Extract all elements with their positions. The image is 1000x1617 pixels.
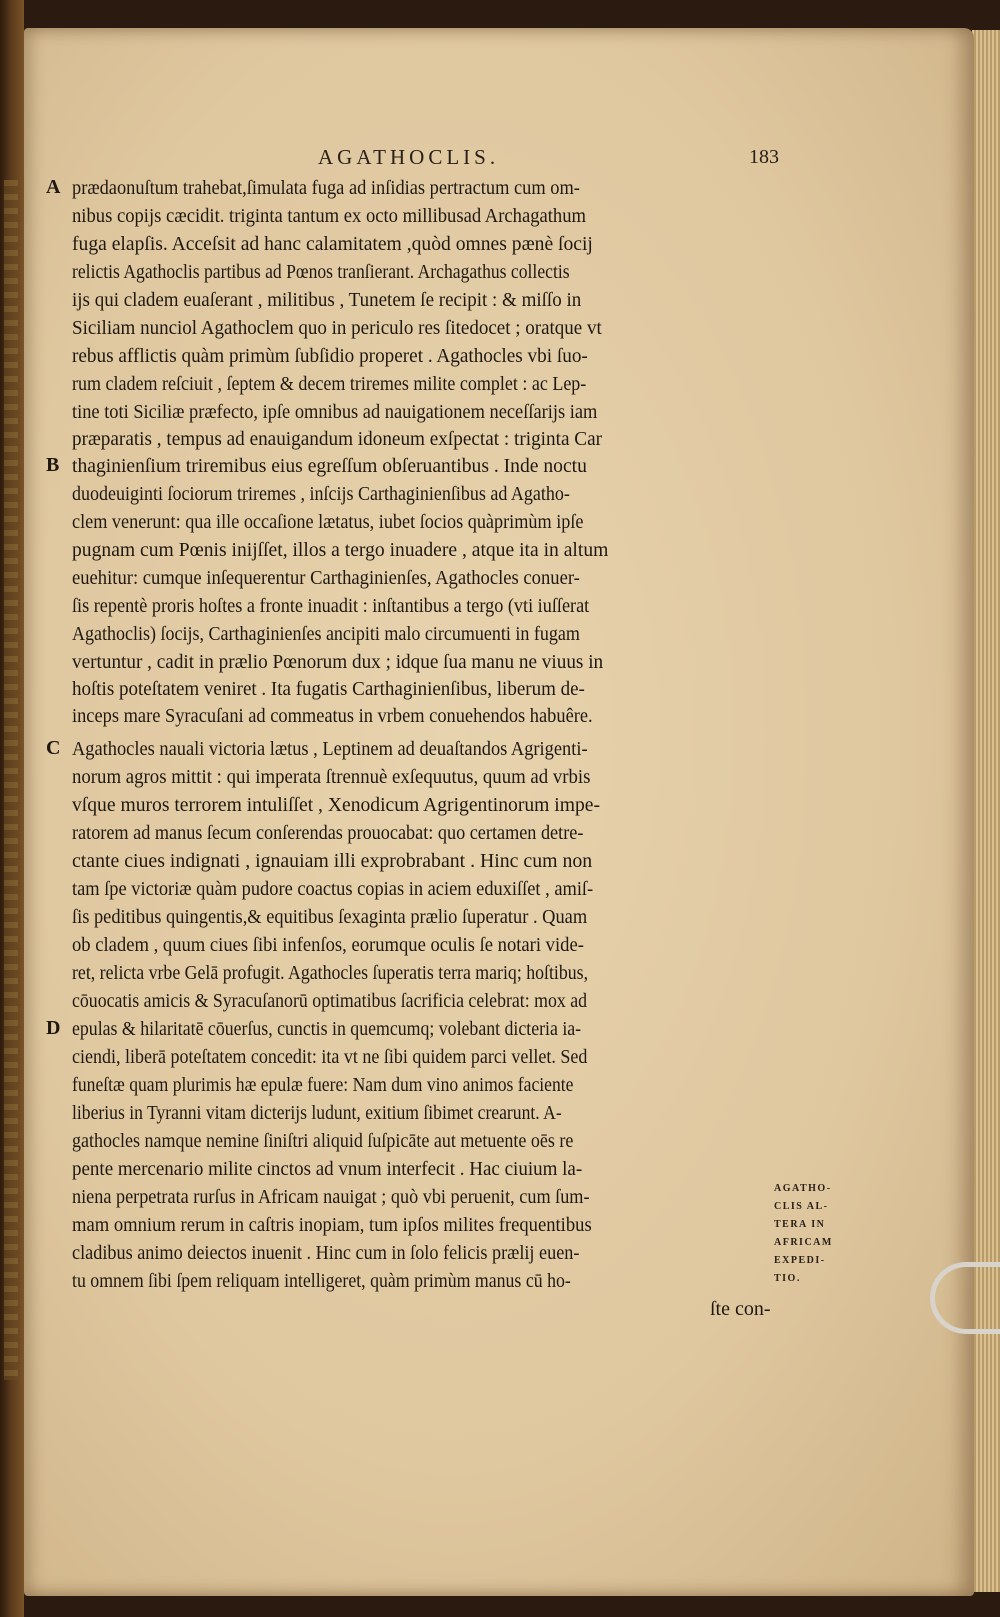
right-page-edges bbox=[972, 30, 1000, 1592]
marginal-note-line: TIO. bbox=[774, 1273, 801, 1284]
text-line: liberius in Tyranni vitam dicterijs ludunt, exitium ſibimet crearunt. A- bbox=[72, 1102, 562, 1124]
text-line: pente mercenario milite cinctos ad vnum interfecit . Hac ciuium la- bbox=[72, 1158, 583, 1180]
page-number: 183 bbox=[749, 146, 779, 168]
text-line: relictis Agathoclis partibus ad Pœnos tranſierant. Archagathus collectis bbox=[72, 261, 570, 283]
text-line: prædaonuſtum trahebat,ſimulata fuga ad inſidias pertractum cum om- bbox=[72, 177, 580, 199]
text-line: rum cladem reſciuit , ſeptem & decem triremes milite complet : ac Lep- bbox=[72, 373, 587, 395]
marginal-note-line: TERA IN bbox=[774, 1219, 826, 1230]
text-line: clem venerunt: qua ille occaſione lætatus, iubet ſocios quàprimùm ipſe bbox=[72, 511, 584, 533]
text-line: ſis peditibus quingentis,& equitibus ſexaginta prælio ſuperatur . Quam bbox=[72, 906, 588, 928]
text-line: pugnam cum Pœnis inijſſet, illos a tergo inuadere , atque ita in altum bbox=[72, 539, 609, 561]
text-line: tam ſpe victoriæ quàm pudore coactus copias in aciem eduxiſſet , amiſ- bbox=[72, 878, 594, 900]
text-line: ctante ciues indignati , ignauiam illi exprobrabant . Hinc cum non bbox=[72, 850, 593, 872]
text-line: vertuntur , cadit in prælio Pœnorum dux ; idque ſua manu ne viuus in bbox=[72, 651, 604, 673]
text-line: nibus copijs cæcidit. triginta tantum ex octo millibusad Archagathum bbox=[72, 205, 586, 227]
book-clasp bbox=[930, 1262, 1000, 1334]
text-line: rebus afflictis quàm primùm ſubſidio properet . Agathocles vbi ſuo- bbox=[72, 345, 588, 367]
text-line: ciendi, liberā poteſtatem concedit: ita vt ne ſibi quidem parci vellet. Sed bbox=[72, 1046, 588, 1068]
marginal-note-line: AGATHO- bbox=[774, 1183, 832, 1194]
text-line: cōuocatis amicis & Syracuſanorū optimatibus ſacrificia celebrat: mox ad bbox=[72, 990, 588, 1012]
text-line: thaginienſium triremibus eius egreſſum obſeruantibus . Inde noctu bbox=[72, 455, 587, 477]
text-line: cladibus animo deiectos inuenit . Hinc cum in ſolo felicis prælij euen- bbox=[72, 1242, 580, 1264]
left-page-edge bbox=[4, 180, 18, 1380]
text-line: euehitur: cumque inſequerentur Carthaginienſes, Agathocles conuer- bbox=[72, 567, 580, 589]
text-line: mam omnium rerum in caſtris inopiam, tum ipſos milites frequentibus bbox=[72, 1214, 592, 1236]
section-mark-b: B bbox=[46, 454, 60, 476]
text-line: ſis repentè proris hoſtes a fronte inuadit : inſtantibus a tergo (vti iuſſerat bbox=[72, 595, 590, 617]
text-line: ret, relicta vrbe Gelā profugit. Agathocles ſuperatis terra mariq; hoſtibus, bbox=[72, 962, 589, 984]
marginal-note-line: AFRICAM bbox=[774, 1237, 833, 1248]
text-line: ijs qui cladem euaſerant , militibus , Tunetem ſe recipit : & miſſo in bbox=[72, 289, 582, 311]
text-line: inceps mare Syracuſani ad commeatus in vrbem conuehendos habuêre. bbox=[72, 705, 593, 727]
text-line: duodeuiginti ſociorum triremes , inſcijs Carthaginienſibus ad Agatho- bbox=[72, 483, 570, 505]
text-line: funeſtæ quam plurimis hæ epulæ fuere: Nam dum vino animos faciente bbox=[72, 1074, 574, 1096]
text-line: Siciliam nunciol Agathoclem quo in periculo res ſitedocet ; oratque vt bbox=[72, 317, 602, 339]
text-line: hoſtis poteſtatem veniret . Ita fugatis Carthaginienſibus, liberum de- bbox=[72, 678, 585, 700]
marginal-note-line: EXPEDI- bbox=[774, 1255, 826, 1266]
text-line: tu omnem ſibi ſpem reliquam intelligeret, quàm primùm manus cū ho- bbox=[72, 1270, 571, 1292]
catchword: ſte con- bbox=[710, 1298, 771, 1320]
section-mark-c: C bbox=[46, 737, 61, 759]
marginal-note bbox=[774, 1180, 864, 1288]
text-line: præparatis , tempus ad enauigandum idoneum exſpectat : triginta Car bbox=[72, 428, 602, 450]
running-title: AGATHOCLIS. bbox=[318, 145, 500, 169]
section-mark-a: A bbox=[46, 176, 61, 198]
text-line: ratorem ad manus ſecum conſerendas prouocabat: quo certamen detre- bbox=[72, 822, 584, 844]
text-line: Agathoclis) ſocijs, Carthaginienſes ancipiti malo circumuenti in fugam bbox=[72, 623, 580, 645]
text-line: gathocles namque nemine ſiniſtri aliquid ſuſpicāte aut metuente oēs re bbox=[72, 1130, 574, 1152]
text-line: norum agros mittit : qui imperata ſtrennuè exſequutus, quum ad vrbis bbox=[72, 766, 591, 788]
text-line: Agathocles nauali victoria lætus , Leptinem ad deuaſtandos Agrigenti- bbox=[72, 738, 588, 760]
text-line: niena perpetrata rurſus in Africam nauigat ; quò vbi peruenit, cum ſum- bbox=[72, 1186, 590, 1208]
section-mark-d: D bbox=[46, 1017, 61, 1039]
text-line: fuga elapſis. Acceſsit ad hanc calamitatem ,quòd omnes pænè ſocij bbox=[72, 233, 593, 255]
text-line: vſque muros terrorem intuliſſet , Xenodicum Agrigentinorum impe- bbox=[72, 794, 601, 816]
text-line: epulas & hilaritatē cōuerſus, cunctis in quemcumq; volebant dicteria ia- bbox=[72, 1018, 582, 1040]
text-line: tine toti Siciliæ præfecto, ipſe omnibus ad nauigationem neceſſarijs iam bbox=[72, 401, 598, 423]
marginal-note-line: CLIS AL- bbox=[774, 1201, 829, 1212]
text-line: ob cladem , quum ciues ſibi infenſos, eorumque oculis ſe notari vide- bbox=[72, 934, 584, 956]
